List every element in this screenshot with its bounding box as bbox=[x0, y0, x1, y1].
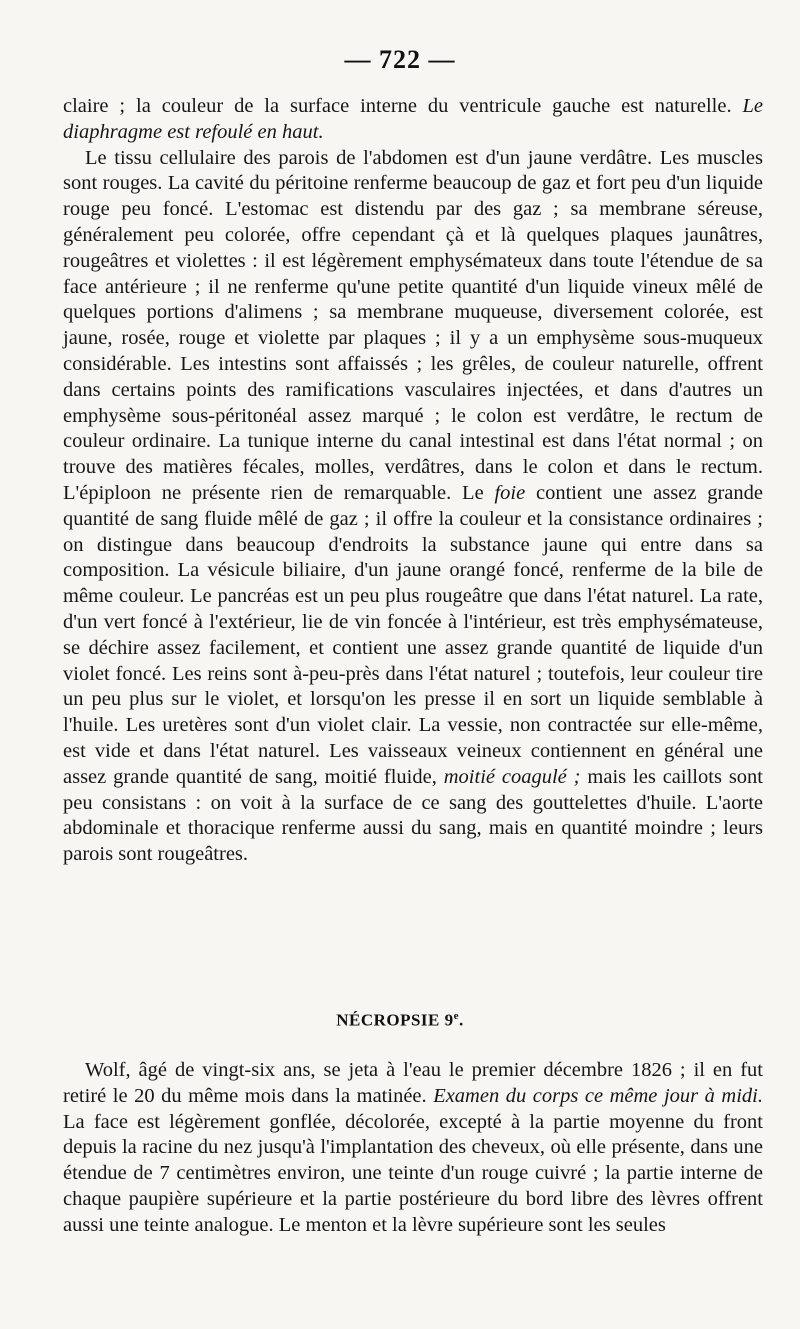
section-heading-superscript: e bbox=[453, 1010, 460, 1022]
section-heading bbox=[0, 1010, 800, 1031]
section-heading-text: NÉCROPSIE 9 bbox=[336, 1010, 454, 1030]
page-number: — 722 — bbox=[344, 45, 456, 74]
italic-text: foie bbox=[494, 481, 526, 504]
section-heading-period: . bbox=[459, 1010, 464, 1030]
paragraph-text: Le tissu cellulaire des parois de l'abdomen est d'un jaune verdâtre. Les muscles sont rouges. La cavité du péritoine renferme beaucoup de gaz et fort peu d'un liquide rouge peu foncé. L'estomac est distendu par des gaz ; sa membrane séreuse, généralement peu colorée, offre cependant çà et là quelques plaques jaunâtres, rougeâtres et violettes : il est légèrement emphysémateux dans toute l'étendue de sa face antérieure ; il ne renferme qu'une petite quantité d'un liquide vineux mêlé de quelques portions d'alimens ; sa membrane muqueuse, diversement colorée, est jaune, rosée, rouge et violette par plaques ; il y a un emphysème sous-muqueux considérable. Les intestins sont affaissés ; les grêles, de couleur naturelle, offrent dans certains points des ramifications vasculaires injectées, et dans d'autres un emphysème sous-péritonéal assez marqué ; le colon est verdâtre, le rectum de couleur ordinaire. La tunique interne du canal intestinal est dans l'état normal ; on trouve des matières fécales, molles, verdâtres, dans le colon et dans le rectum. L'épiploon ne présente rien de remarquable. Le bbox=[63, 146, 763, 504]
paragraph-text: Wolf, âgé de vingt-six ans, se jeta à l'eau le premier décembre 1826 ; il en fut retiré le 20 du même mois dans la matinée. bbox=[63, 1059, 763, 1107]
body-text-block-1 bbox=[63, 94, 763, 868]
italic-text: moitié coagulé ; bbox=[443, 765, 581, 788]
paragraph bbox=[63, 1058, 763, 1239]
italic-text: Le diaphragme est refoulé en haut. bbox=[63, 95, 763, 143]
paragraph-text: mais les caillots sont peu consistans : on voit à la surface de ce sang des gouttelettes d'huile. L'aorte abdominale et thoracique renferme aussi du sang, mais en quantité moindre ; leurs parois sont rougeâtres. bbox=[63, 765, 763, 866]
paragraph bbox=[63, 146, 763, 868]
paragraph bbox=[63, 94, 763, 146]
italic-text: Examen du corps ce même jour à midi. bbox=[433, 1084, 764, 1107]
paragraph-text: La face est légèrement gonflée, décolorée, excepté à la partie moyenne du front depuis la racine du nez jusqu'à l'implantation des cheveux, où elle présente, dans une étendue de 7 centimètres environ, une teinte d'un rouge cuivré ; la partie interne de chaque paupière supérieure et la partie postérieure du bord libre des lèvres offrent aussi une teinte analogue. Le menton et la lèvre supérieure sont les seules bbox=[63, 1110, 763, 1236]
paragraph-text: contient une assez grande quantité de sang fluide mêlé de gaz ; il offre la couleur et la consistance ordinaires ; on distingue dans beaucoup d'endroits la substance jaune qui entre dans sa composition. La vésicule biliaire, d'un jaune orangé foncé, renferme de la bile de même couleur. Le pancréas est un peu plus rougeâtre que dans l'état naturel. La rate, d'un vert foncé à l'extérieur, lie de vin foncée à l'intérieur, est très emphysémateuse, se déchire assez facilement, et contient une assez grande quantité de liquide d'un violet foncé. Les reins sont à-peu-près dans l'état naturel ; toutefois, leur couleur tire un peu plus sur le violet, et lorsqu'on les presse il en sort un liquide semblable à l'huile. Les uretères sont d'un violet clair. La vessie, non contractée sur elle-même, est vide et dans l'état naturel. Les vaisseaux veineux contiennent en général une assez grande quantité de sang, moitié fluide, bbox=[63, 481, 763, 788]
paragraph-text: claire ; la couleur de la surface interne du ventricule gauche est naturelle. bbox=[63, 95, 743, 117]
body-text-block-2 bbox=[63, 1058, 763, 1239]
